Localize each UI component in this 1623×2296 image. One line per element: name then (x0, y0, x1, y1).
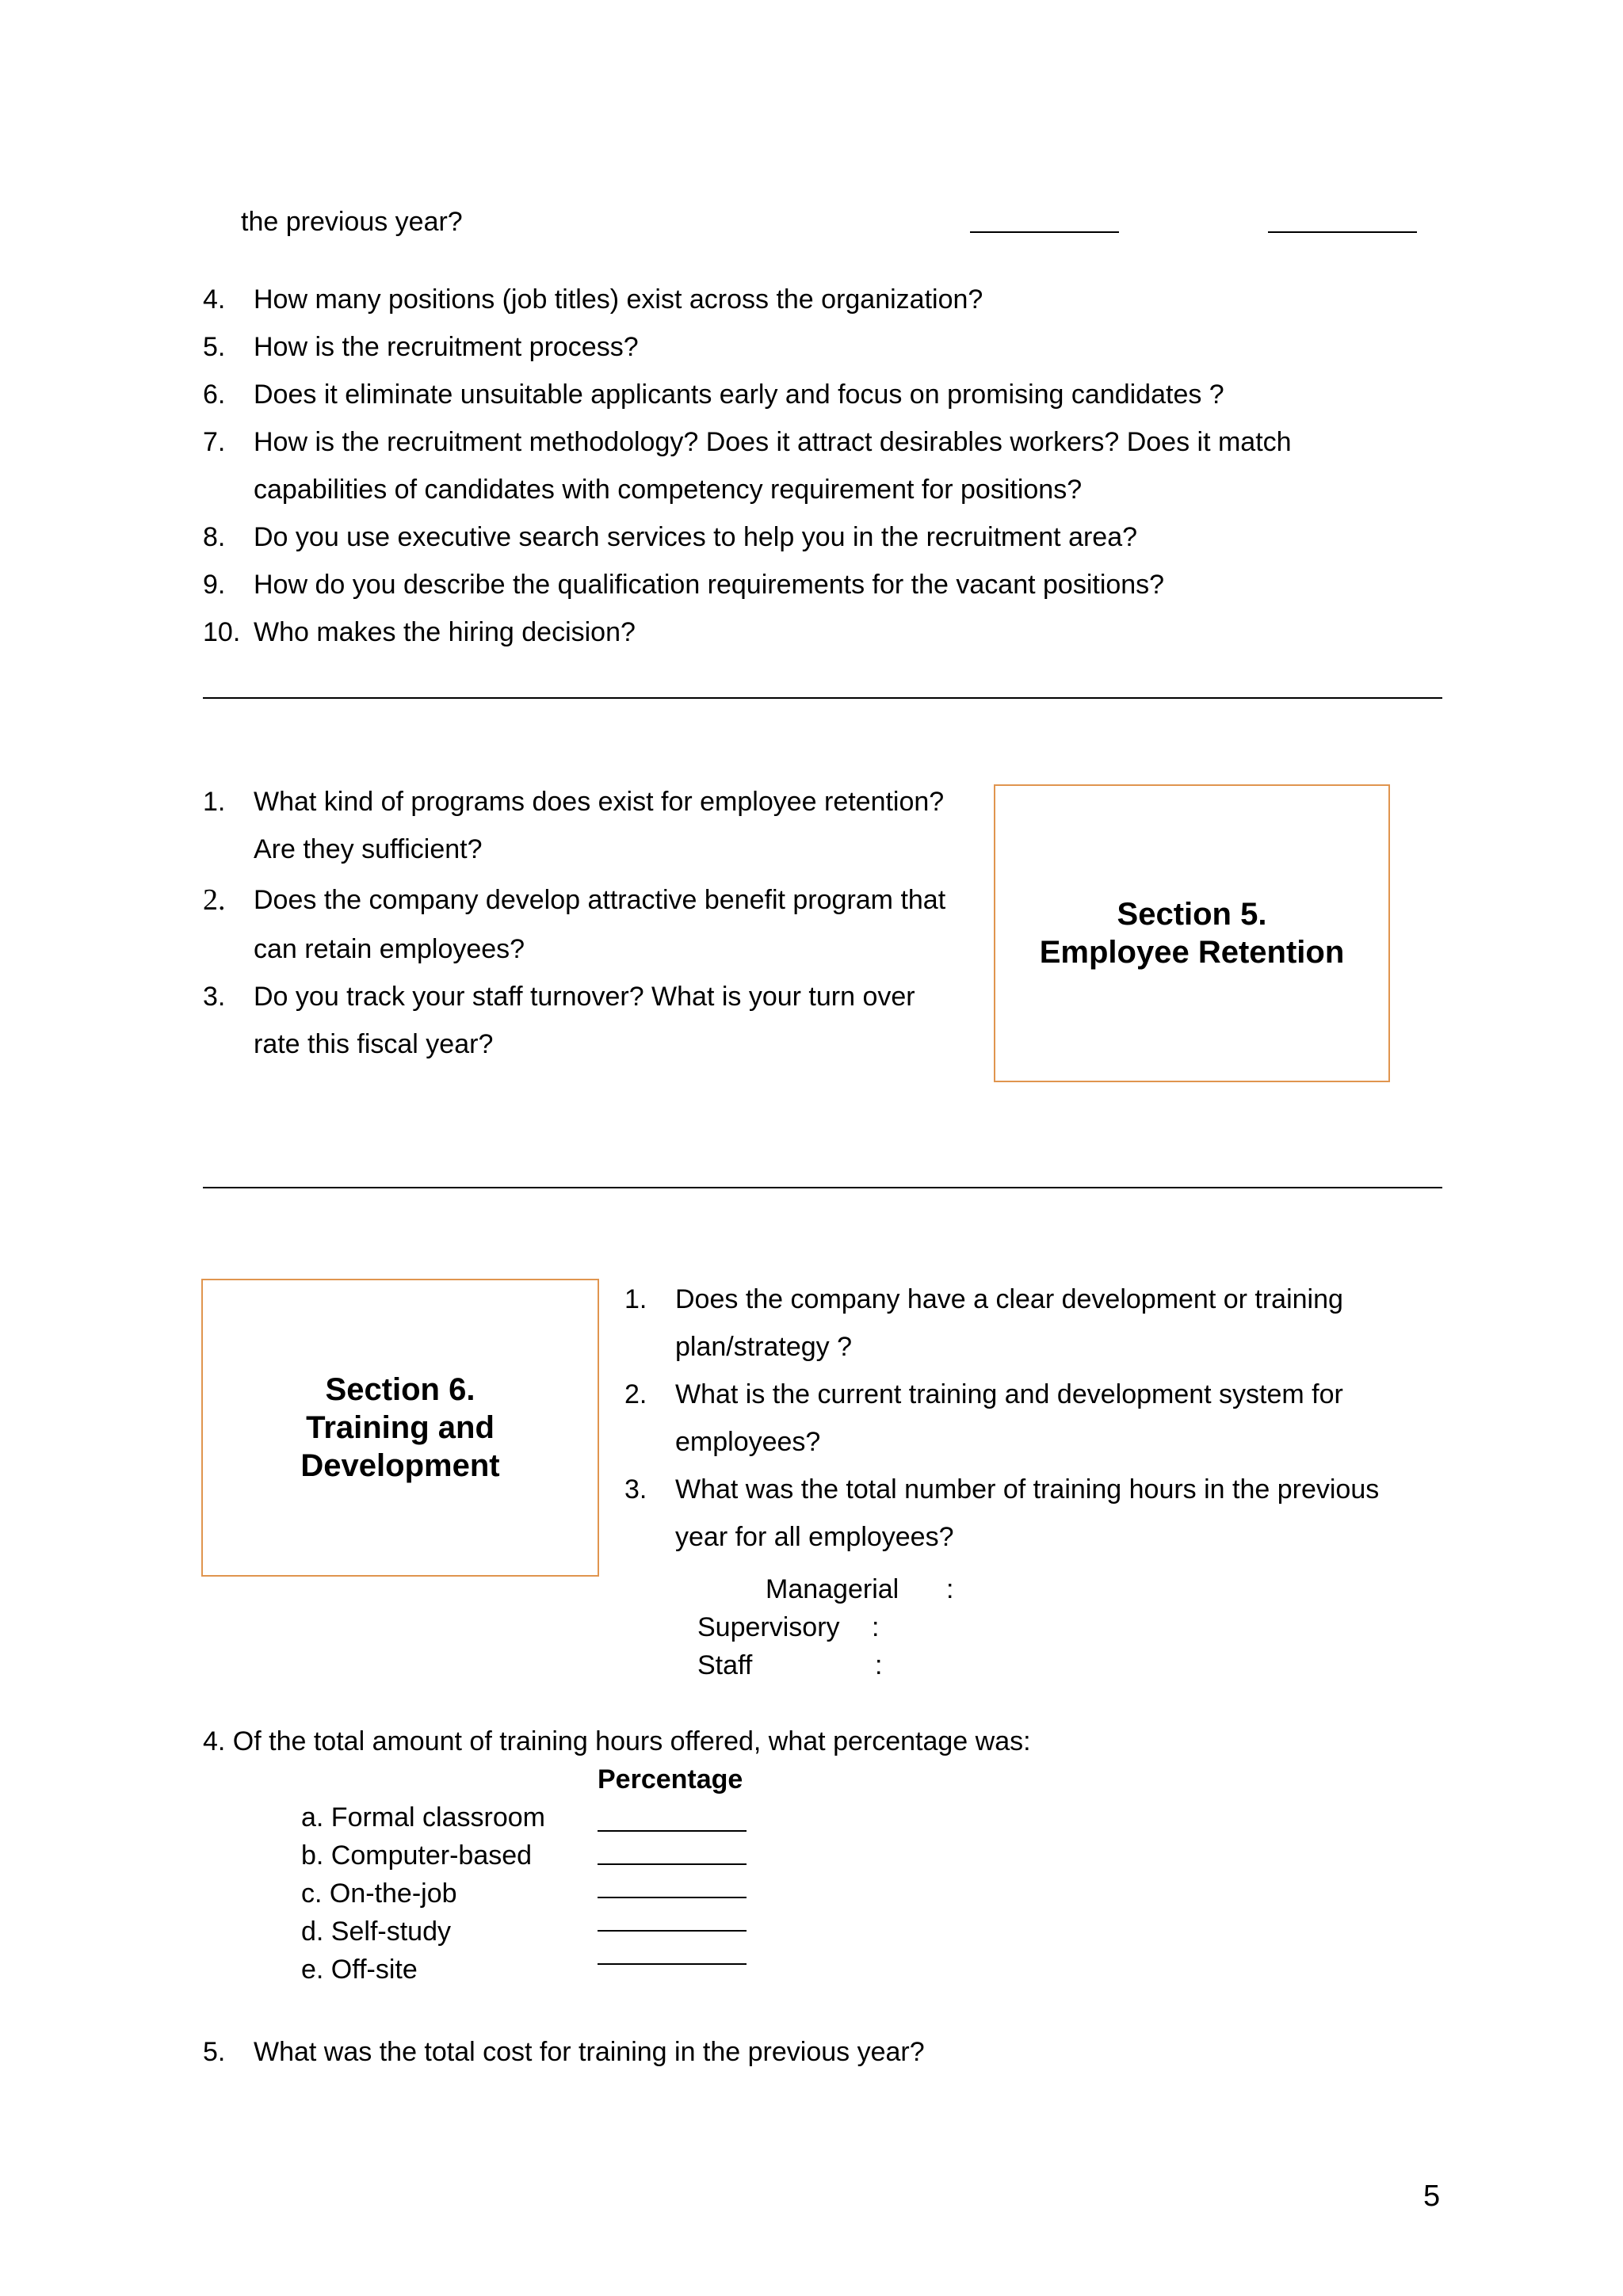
question-text: What kind of programs does exist for employee retention? (254, 787, 945, 817)
section5-title-box (994, 784, 1390, 1082)
question-number: 5. (203, 332, 226, 362)
question-number: 5. (203, 2037, 226, 2067)
training-type-label: c. On-the-job (301, 1878, 457, 1909)
hour-category-colon[interactable]: : (946, 1574, 954, 1604)
question-text: How is the recruitment methodology? Does it attract desirables workers? Does it match (254, 427, 1292, 457)
section6-title-line: Development (300, 1448, 500, 1483)
question-number: 10. (203, 617, 241, 647)
question-text: plan/strategy ? (675, 1332, 853, 1362)
question-text: What was the total number of training hours in the previous (675, 1474, 1380, 1505)
section5-title (1040, 895, 1345, 971)
question-text: What is the current training and development system for (675, 1379, 1343, 1409)
question-text: can retain employees? (254, 934, 525, 964)
percentage-header: Percentage (598, 1764, 743, 1794)
answer-blank[interactable] (970, 231, 1119, 233)
section6-title-line: Training and (306, 1410, 495, 1445)
training-type-label: a. Formal classroom (301, 1802, 545, 1833)
question-text: Does the company develop attractive benefit program that (254, 885, 946, 915)
question-text: year for all employees? (675, 1522, 954, 1552)
question-text: Does it eliminate unsuitable applicants early and focus on promising candidates ? (254, 379, 1224, 410)
question-number: 6. (203, 379, 226, 410)
hour-category-label: Supervisory (697, 1612, 840, 1642)
question-text: employees? (675, 1427, 821, 1457)
section-divider (203, 1187, 1442, 1188)
question-text: How is the recruitment process? (254, 332, 639, 362)
section6-title-line: Section 6. (325, 1372, 475, 1407)
question-number: 1. (203, 787, 226, 817)
training-type-label: b. Computer-based (301, 1840, 533, 1871)
question-text: Who makes the hiring decision? (254, 617, 636, 647)
question-text: Do you track your staff turnover? What is your turn over (254, 982, 915, 1012)
question-4-text: 4. Of the total amount of training hours offered, what percentage was: (203, 1726, 1031, 1756)
question-number: 2. (203, 883, 226, 917)
section6-title (300, 1371, 499, 1485)
question-text: rate this fiscal year? (254, 1029, 494, 1059)
percentage-blank[interactable] (598, 1897, 747, 1898)
percentage-blank[interactable] (598, 1863, 747, 1865)
hour-category-label: Staff (697, 1650, 753, 1680)
section-divider (203, 697, 1442, 699)
question-text: Do you use executive search services to help you in the recruitment area? (254, 522, 1138, 552)
percentage-blank[interactable] (598, 1930, 747, 1932)
continued-question-text: the previous year? (241, 207, 463, 237)
training-type-label: d. Self-study (301, 1917, 451, 1947)
section6-title-box (201, 1279, 599, 1577)
percentage-blank[interactable] (598, 1963, 747, 1965)
hour-category-colon[interactable]: : (875, 1650, 883, 1680)
training-type-label: e. Off-site (301, 1955, 418, 1985)
question-text: Does the company have a clear development or training (675, 1284, 1343, 1314)
section5-title-line: Section 5. (1117, 897, 1267, 932)
question-number: 7. (203, 427, 226, 457)
hour-category-colon[interactable]: : (872, 1612, 880, 1642)
question-number: 2. (624, 1379, 647, 1409)
question-text: capabilities of candidates with competency requirement for positions? (254, 475, 1083, 505)
question-text: Are they sufficient? (254, 834, 483, 864)
question-number: 3. (624, 1474, 647, 1505)
question-number: 9. (203, 570, 226, 600)
percentage-blank[interactable] (598, 1830, 747, 1832)
question-number: 8. (203, 522, 226, 552)
question-text: How do you describe the qualification requirements for the vacant positions? (254, 570, 1165, 600)
question-number: 3. (203, 982, 226, 1012)
answer-blank[interactable] (1268, 231, 1417, 233)
question-number: 1. (624, 1284, 647, 1314)
question-text: How many positions (job titles) exist across the organization? (254, 284, 983, 315)
question-number: 4. (203, 284, 226, 315)
question-text: What was the total cost for training in the previous year? (254, 2037, 925, 2067)
page-number: 5 (1423, 2180, 1441, 2213)
section5-title-line: Employee Retention (1039, 935, 1345, 970)
hour-category-label: Managerial (766, 1574, 899, 1604)
